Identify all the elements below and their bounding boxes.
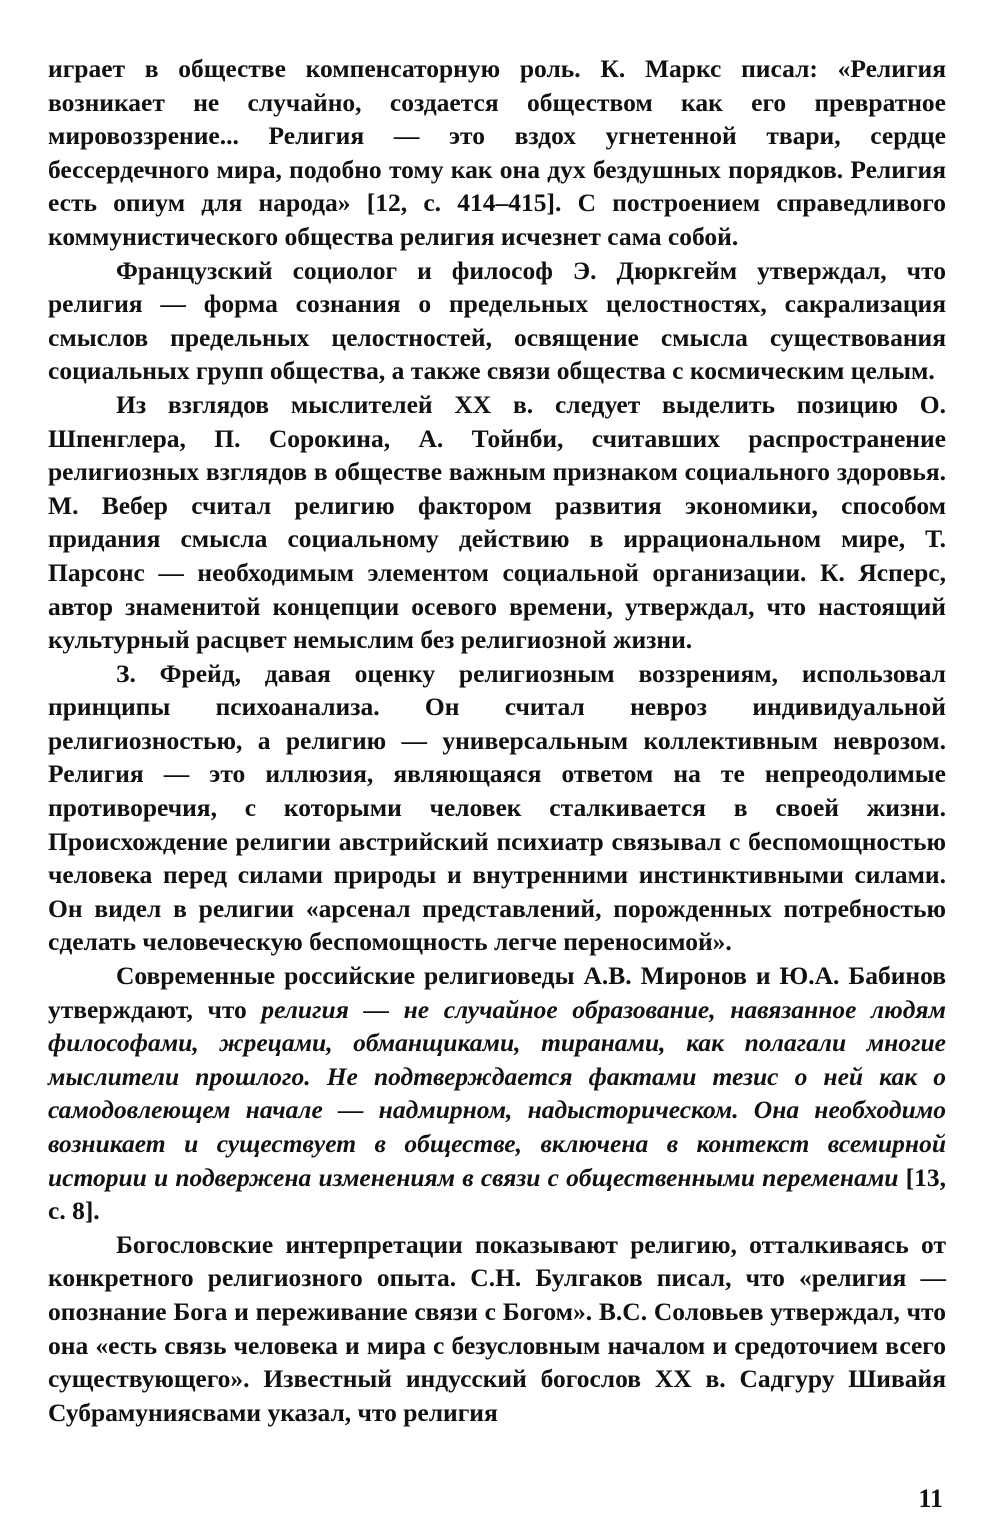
page-number: 11 — [918, 1484, 943, 1513]
text-run: Богословские интерпретации показывают религию, отталкиваясь от конкретного религиозного опыта. С.Н. Булгаков писал, что «религия — опознание Бога и переживание связи с Богом». В.С. Соловьев утверждал, что она «есть связь человека и мира с безусловным началом и средоточием всего существующего». Известный индусский богослов XX в. Садгуру Шивайя Субрамуниясвами указал, что религия — [48, 1229, 946, 1427]
text-run: Из взглядов мыслителей XX в. следует выделить позицию О. Шпенглера, П. Сорокина, А. Тойнби, считавших распространение религиозных взглядов в обществе важным признаком социального здоровья. М. Вебер считал религию фактором развития экономики, способом придания смысла социальному действию в иррациональном мире, Т. Парсонс — необходимым элементом социальной организации. К. Ясперс, автор знаменитой концепции осевого времени, утверждал, что настоящий культурный расцвет немыслим без религиозной жизни. — [48, 389, 946, 655]
paragraph — [48, 52, 946, 254]
text-run: играет в обществе компенсаторную роль. К. Маркс писал: «Религия возникает не случайно, создается обществом как его превратное мировоззрение... Религия — это вздох угнетенной твари, сердце бессердечного мира, подобно тому как она дух бездушных порядков. Религия есть опиум для народа» [12, с. 414–415]. С построением справедливого коммунистического общества религия исчезнет сама собой. — [48, 54, 946, 251]
text-run: Французский социолог и философ Э. Дюркгейм утверждал, что религия — форма сознания о предельных целостностях, сакрализация смыслов предельных целостностей, освящение смысла существования социальных групп общества, а также связи общества с космическим целым. — [48, 255, 946, 386]
text-run: Современные российские религиоведы А.В. Миронов и Ю.А. Бабинов утверждают, что — [48, 961, 946, 1024]
paragraph — [48, 388, 946, 657]
italic-text-run: религия — не случайное образование, навязанное людям философами, жрецами, обманщиками, тиранами, как полагали многие мыслители прошлого. Не подтверждается фактами тезис о ней как о самодовлеющем начале — надмирном, надысторическом. Она необходимо возникает и существует в обществе, включена в контекст всемирной истории и подвержена изменениям в связи с общественными переменами — [48, 994, 947, 1192]
text-run: З. Фрейд, давая оценку религиозным воззрениям, использовал принципы психоанализа. Он считал невроз индивидуальной религиозностью, а религию — универсальным коллективным неврозом. Религия — это иллюзия, являющаяся ответом на те непреодолимые противоречия, с которыми человек сталкивается в своей жизни. Происхождение религии австрийский психиатр связывал с беспомощностью человека перед силами природы и внутренними инстинктивными силами. Он видел в религии «арсенал представлений, порожденных потребностью сделать человеческую беспомощность легче переносимой». — [48, 658, 946, 957]
paragraph — [48, 959, 946, 1228]
paragraph — [48, 1228, 946, 1430]
paragraph — [48, 254, 946, 388]
paragraph — [48, 657, 946, 959]
body-text — [48, 52, 946, 1429]
text-run: [13, с. 8]. — [48, 1162, 946, 1226]
